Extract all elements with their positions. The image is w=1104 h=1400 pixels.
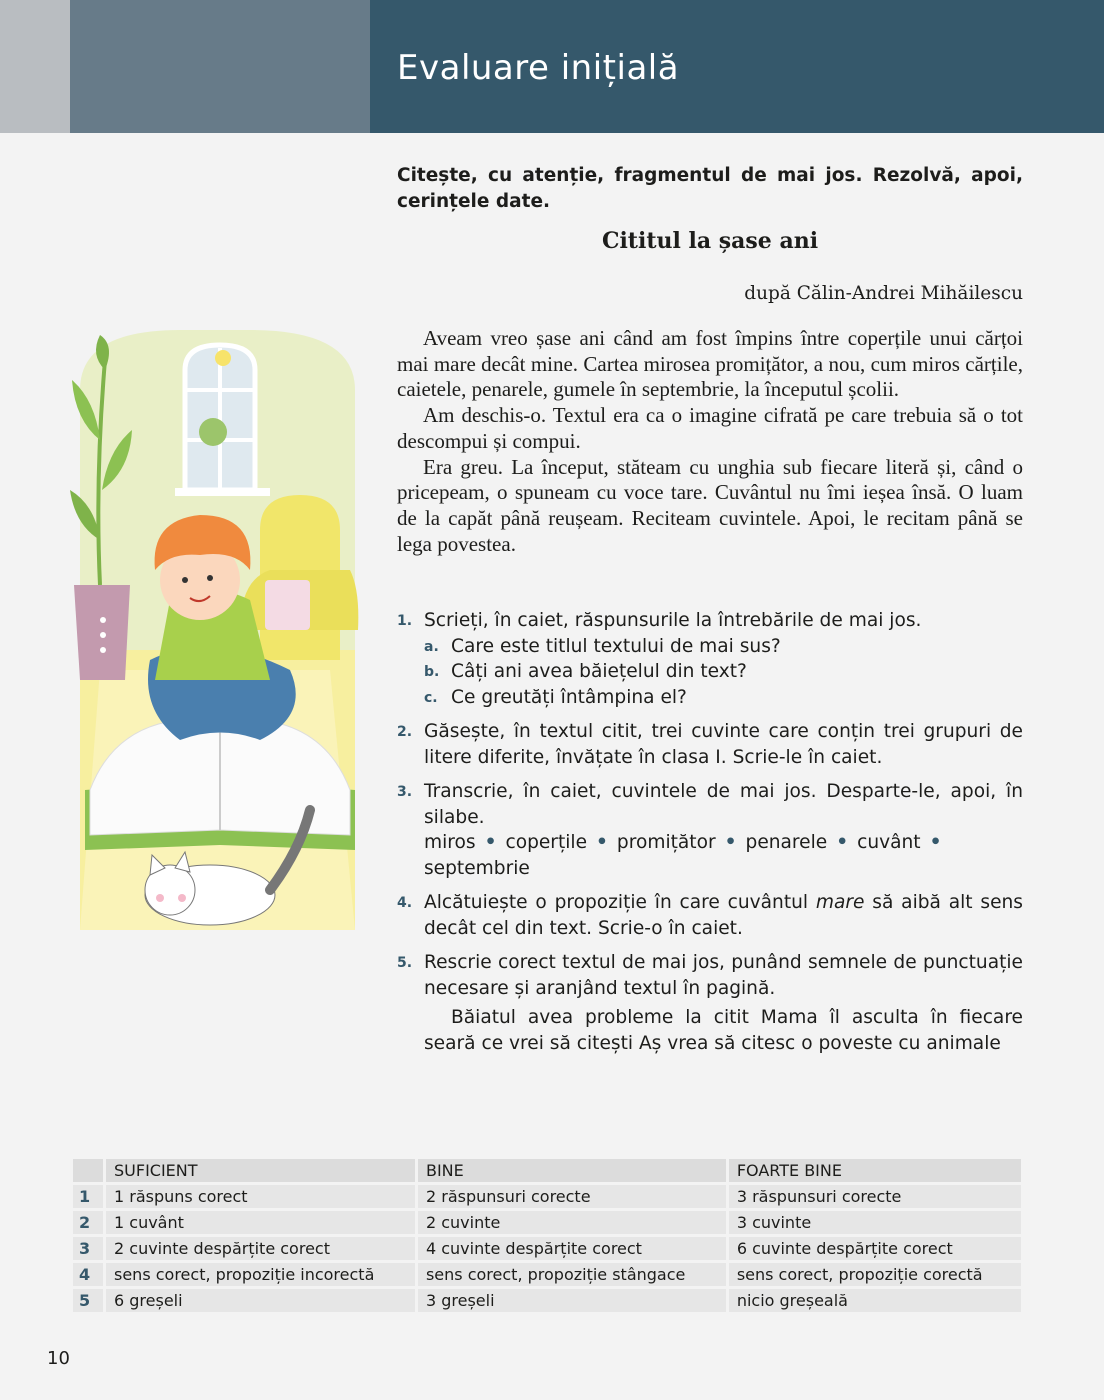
subtask-a [424,634,1023,660]
table-cell: 6 cuvinte despărțite corect [729,1237,1021,1260]
word: promițător [616,832,716,853]
window-icon [175,345,270,496]
table-row [73,1211,1021,1234]
table-cell: sens corect, propoziție corectă [729,1263,1021,1286]
story-paragraph: Aveam vreo șase ani când am fost împins între coperțile unui cărțoi mai mare decât mine. Cartea mirosea promițător, a nou, cum miros cărțile, caietele, penarele, gumele în septembrie, la începutul școlii. [397,326,1023,402]
story-author: după Călin-Andrei Mihăilescu [744,283,1023,304]
italic-word: mare [815,892,865,913]
task-4 [397,890,1023,941]
grading-header-row [73,1159,1021,1182]
table-cell: 2 cuvinte despărțite corect [106,1237,415,1260]
subtask-letter: b. [424,664,440,680]
subtask-text: Câți ani avea băiețelul din text? [451,661,747,682]
word: septembrie [424,857,530,879]
task-text: Găsește, în textul citit, trei cuvinte care conțin trei grupuri de litere diferite, învățate în clasa I. Scrie-le în caiet. [424,721,1023,768]
table-cell: 3 cuvinte [729,1211,1021,1234]
task-text: Rescrie corect textul de mai jos, punând semnele de punctuație necesare și aranjând textul în pagină. [424,952,1023,999]
task-3 [397,779,1023,881]
table-cell: 2 cuvinte [418,1211,726,1234]
word: cuvânt [857,832,921,853]
subtask-letter: c. [424,689,438,706]
word: penarele [745,832,828,853]
bullet-separator: • [929,832,942,853]
task-text: Transcrie, în caiet, cuvintele de mai jos. Desparte-le, apoi, în silabe. [424,781,1023,828]
table-row [73,1289,1021,1312]
task-number: 3. [397,784,413,800]
table-cell: 1 cuvânt [106,1211,415,1234]
header-empty-cell [73,1159,103,1182]
header-grey-block [70,0,370,133]
row-number: 3 [73,1237,103,1260]
bullet-separator: • [724,832,737,853]
task-number: 1. [397,613,413,629]
task-text-before: Alcătuiește o propoziție în care cuvântul [424,892,816,913]
task-text-after: să aibă alt sens decât cel din text. Scrie-o în caiet. [424,892,1023,939]
task-text: Scrieți, în caiet, răspunsurile la întrebările de mai jos. [424,610,922,631]
subtask-text: Ce greutăți întâmpina el? [451,686,687,708]
table-cell: 1 răspuns corect [106,1185,415,1208]
table-cell: 6 greșeli [106,1289,415,1312]
row-number: 5 [73,1289,103,1312]
task-number: 2. [397,724,413,740]
table-cell: sens corect, propoziție stângace [418,1263,726,1286]
subtask-c [424,685,1023,711]
table-row [73,1263,1021,1286]
header-cell: FOARTE BINE [729,1159,1021,1182]
table-cell: sens corect, propoziție incorectă [106,1263,415,1286]
word-list [424,830,1023,881]
story-title: Cititul la șase ani [601,228,819,254]
word: miros [424,832,476,853]
table-cell: nicio greșeală [729,1289,1021,1312]
header-cell: SUFICIENT [106,1159,415,1182]
word: coperțile [505,832,588,853]
tasks-list [397,608,1023,1065]
row-number: 4 [73,1263,103,1286]
page-number: 10 [47,1348,70,1369]
task-1 [397,608,1023,710]
row-number: 1 [73,1185,103,1208]
task-number: 4. [397,895,413,911]
table-cell: 2 răspunsuri corecte [418,1185,726,1208]
bullet-separator: • [596,832,608,853]
table-cell: 3 greșeli [418,1289,726,1312]
boy-reading-illustration [60,330,370,950]
story-paragraph: Era greu. La început, stăteam cu unghia sub fiecare literă și, când o pricepeam, o spuneam cu voce tare. Cuvântul nu îmi ieșea însă. O luam de la capăt până reușeam. Reciteam cuvintele. Apoi, le recitam până se lega povestea. [397,454,1023,556]
task-5 [397,950,1023,1056]
subtask-letter: a. [424,638,439,655]
row-number: 2 [73,1211,103,1234]
subtask-b [424,659,1023,685]
bullet-separator: • [484,832,497,853]
instruction-text: Citește, cu atenție, fragmentul de mai jos. Rezolvă, apoi, cerințele date. [397,165,1023,212]
story-paragraph: Am deschis-o. Textul era ca o imagine cifrată pe care trebuia să o tot descompui și compui. [397,403,1023,453]
table-cell: 4 cuvinte despărțite corect [418,1237,726,1260]
table-row [73,1237,1021,1260]
subtask-text: Care este titlul textului de mai sus? [451,635,781,657]
story-text [397,326,1023,557]
header-cell: BINE [418,1159,726,1182]
task-number: 5. [397,955,413,971]
header-grey-block-left [0,0,70,133]
page-title: Evaluare inițială [397,48,680,88]
task-text [424,890,1023,941]
grading-table [70,1156,1024,1315]
table-row [73,1185,1021,1208]
task-2 [397,719,1023,770]
bullet-separator: • [836,832,849,853]
table-cell: 3 răspunsuri corecte [729,1185,1021,1208]
unpunctuated-text: Băiatul avea probleme la citit Mama îl asculta în fiecare seară ce vrei să citești Aș vrea să citesc o poveste cu animale [424,1007,1023,1054]
